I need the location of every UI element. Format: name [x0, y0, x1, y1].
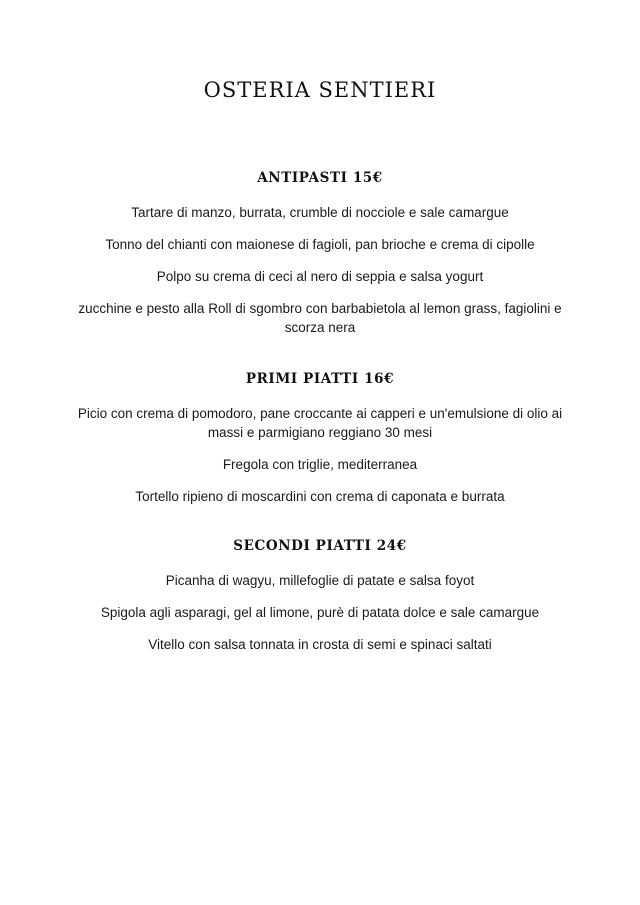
menu-item: Vitello con salsa tonnata in crosta di semi e spinaci saltati [148, 637, 492, 652]
section-heading-primi-piatti: PRIMI PIATTI 16€ [245, 371, 395, 387]
menu-item: Spigola agli asparagi, gel al limone, purè di patata dolce e sale camargue [100, 605, 540, 620]
section-primi-piatti [0, 371, 640, 519]
section-heading-antipasti: ANTIPASTI 15€ [257, 170, 383, 186]
menu-item: Tonno del chianti con maionese di fagioli, pan brioche e crema di cipolle [105, 237, 535, 252]
menu-item: Tartare di manzo, burrata, crumble di nocciole e sale camargue [131, 205, 509, 220]
menu-item: Picanha di wagyu, millefoglie di patate e salsa foyot [165, 573, 475, 588]
menu-item: Picio con crema di pomodoro, pane croccante ai capperi e un'emulsione di olio ai massi e parmigiano reggiano 30 mesi [77, 406, 563, 440]
menu-item: zucchine e pesto alla Roll di sgombro con barbabietola al lemon grass, fagiolini e scorza nera [78, 301, 562, 335]
section-antipasti [0, 170, 640, 350]
menu-item: Fregola con triglie, mediterranea [222, 457, 418, 472]
section-heading-secondi-piatti: SECONDI PIATTI 24€ [233, 538, 407, 554]
restaurant-name: OSTERIA SENTIERI [203, 78, 437, 102]
section-secondi-piatti [0, 538, 640, 667]
menu-item: Polpo su crema di ceci al nero di seppia e salsa yogurt [156, 269, 484, 284]
menu-item: Tortello ripieno di moscardini con crema di caponata e burrata [135, 489, 505, 504]
